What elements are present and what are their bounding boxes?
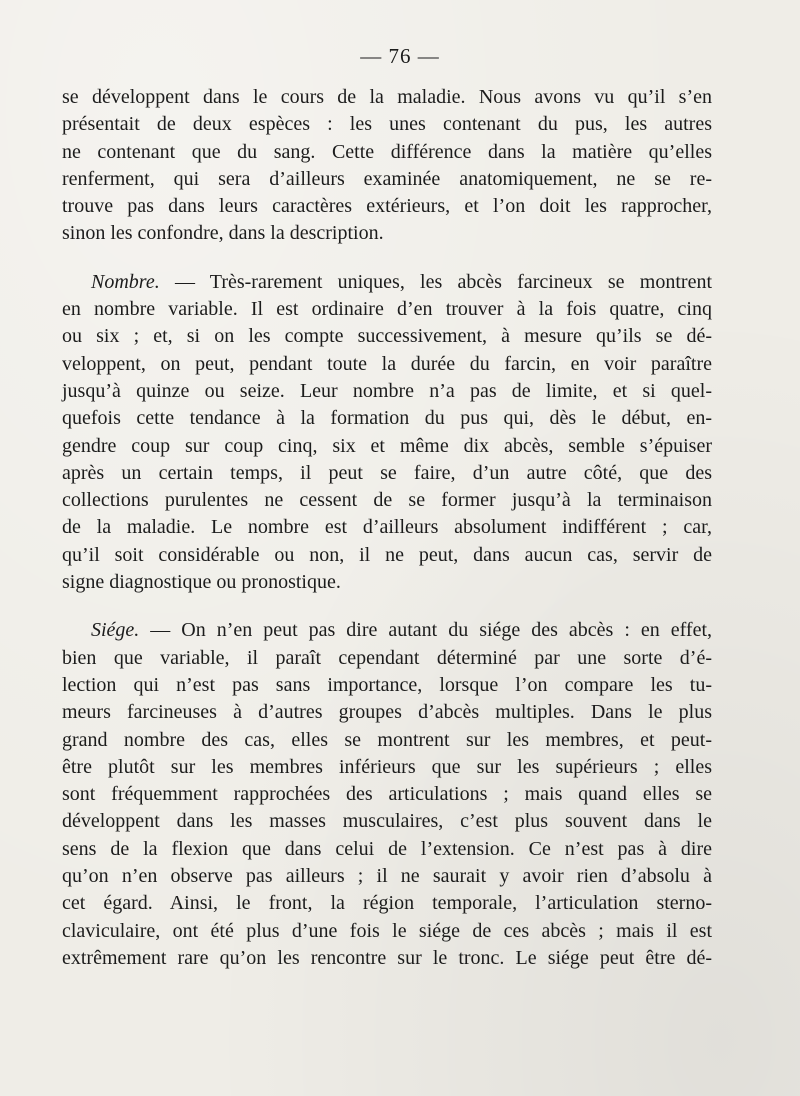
text-line-first <box>62 617 712 644</box>
page-number: — 76 — <box>360 44 440 68</box>
first-line-rest: — On n’en peut pas dire autant du siége des abcès : en effet, <box>139 619 712 642</box>
text-line: gendre coup sur coup cinq, six et même dix abcès, semble s’épuiser <box>62 434 712 457</box>
text-line: trouve pas dans leurs caractères extérieurs, et l’on doit les rapprocher, <box>62 195 712 218</box>
text-line: présentait de deux espèces : les unes contenant du pus, les autres <box>62 113 712 136</box>
text-line: qu’il soit considérable ou non, il ne peut, dans aucun cas, servir de <box>62 543 712 566</box>
text-line: renferment, qui sera d’ailleurs examinée anatomiquement, ne se re- <box>62 167 712 190</box>
text-line: sont fréquemment rapprochées des articulations ; mais quand elles se <box>62 783 712 806</box>
text-line: ou six ; et, si on les compte successivement, à mesure qu’ils se dé- <box>62 325 712 348</box>
text-line: de la maladie. Le nombre est d’ailleurs absolument indifférent ; car, <box>62 516 712 539</box>
text-line: être plutôt sur les membres inférieurs que sur les supérieurs ; elles <box>62 755 712 778</box>
text-line: développent dans les masses musculaires, c’est plus souvent dans le <box>62 810 712 833</box>
text-line-first <box>62 269 712 296</box>
text-line: extrêmement rare qu’on les rencontre sur le tronc. Le siége peut être dé- <box>62 946 712 969</box>
section-lead-siege: Siége. <box>91 619 140 642</box>
text-line: collections purulentes ne cessent de se former jusqu’à la terminaison <box>62 489 712 512</box>
body-text <box>62 84 712 972</box>
text-line: bien que variable, il paraît cependant déterminé par une sorte d’é- <box>62 646 712 669</box>
text-line: jusqu’à quinze ou seize. Leur nombre n’a pas de limite, et si quel- <box>62 379 712 402</box>
text-line: signe diagnostique ou pronostique. <box>62 571 341 594</box>
text-line: ne contenant que du sang. Cette différence dans la matière qu’elles <box>62 140 712 163</box>
text-line: claviculaire, ont été plus d’une fois le siége de ces abcès ; mais il est <box>62 919 712 942</box>
text-line: se développent dans le cours de la maladie. Nous avons vu qu’il s’en <box>62 86 712 108</box>
text-line: grand nombre des cas, elles se montrent sur les membres, et peut- <box>62 728 712 751</box>
first-line-rest: — Très-rarement uniques, les abcès farcineux se montrent <box>159 270 712 293</box>
text-line: veloppent, on peut, pendant toute la durée du farcin, en voir paraître <box>62 352 712 375</box>
paragraph-nombre <box>62 269 712 597</box>
text-line: sinon les confondre, dans la description. <box>62 222 384 245</box>
text-line: en nombre variable. Il est ordinaire d’en trouver à la fois quatre, cinq <box>62 298 712 321</box>
paragraph-continuation <box>62 84 712 248</box>
paragraph-siege <box>62 617 712 972</box>
text-line: sens de la flexion que dans celui de l’extension. Ce n’est pas à dire <box>62 837 712 860</box>
text-line: après un certain temps, il peut se faire, d’un autre côté, que des <box>62 461 712 484</box>
section-lead-nombre: Nombre. <box>91 270 160 293</box>
text-line: cet égard. Ainsi, le front, la région temporale, l’articulation sterno- <box>62 892 712 915</box>
text-line: lection qui n’est pas sans importance, lorsque l’on compare les tu- <box>62 673 712 696</box>
text-line: quefois cette tendance à la formation du pus qui, dès le début, en- <box>62 407 712 430</box>
text-line: qu’on n’en observe pas ailleurs ; il ne saurait y avoir rien d’absolu à <box>62 865 712 888</box>
text-line: meurs farcineuses à d’autres groupes d’abcès multiples. Dans le plus <box>62 701 712 724</box>
